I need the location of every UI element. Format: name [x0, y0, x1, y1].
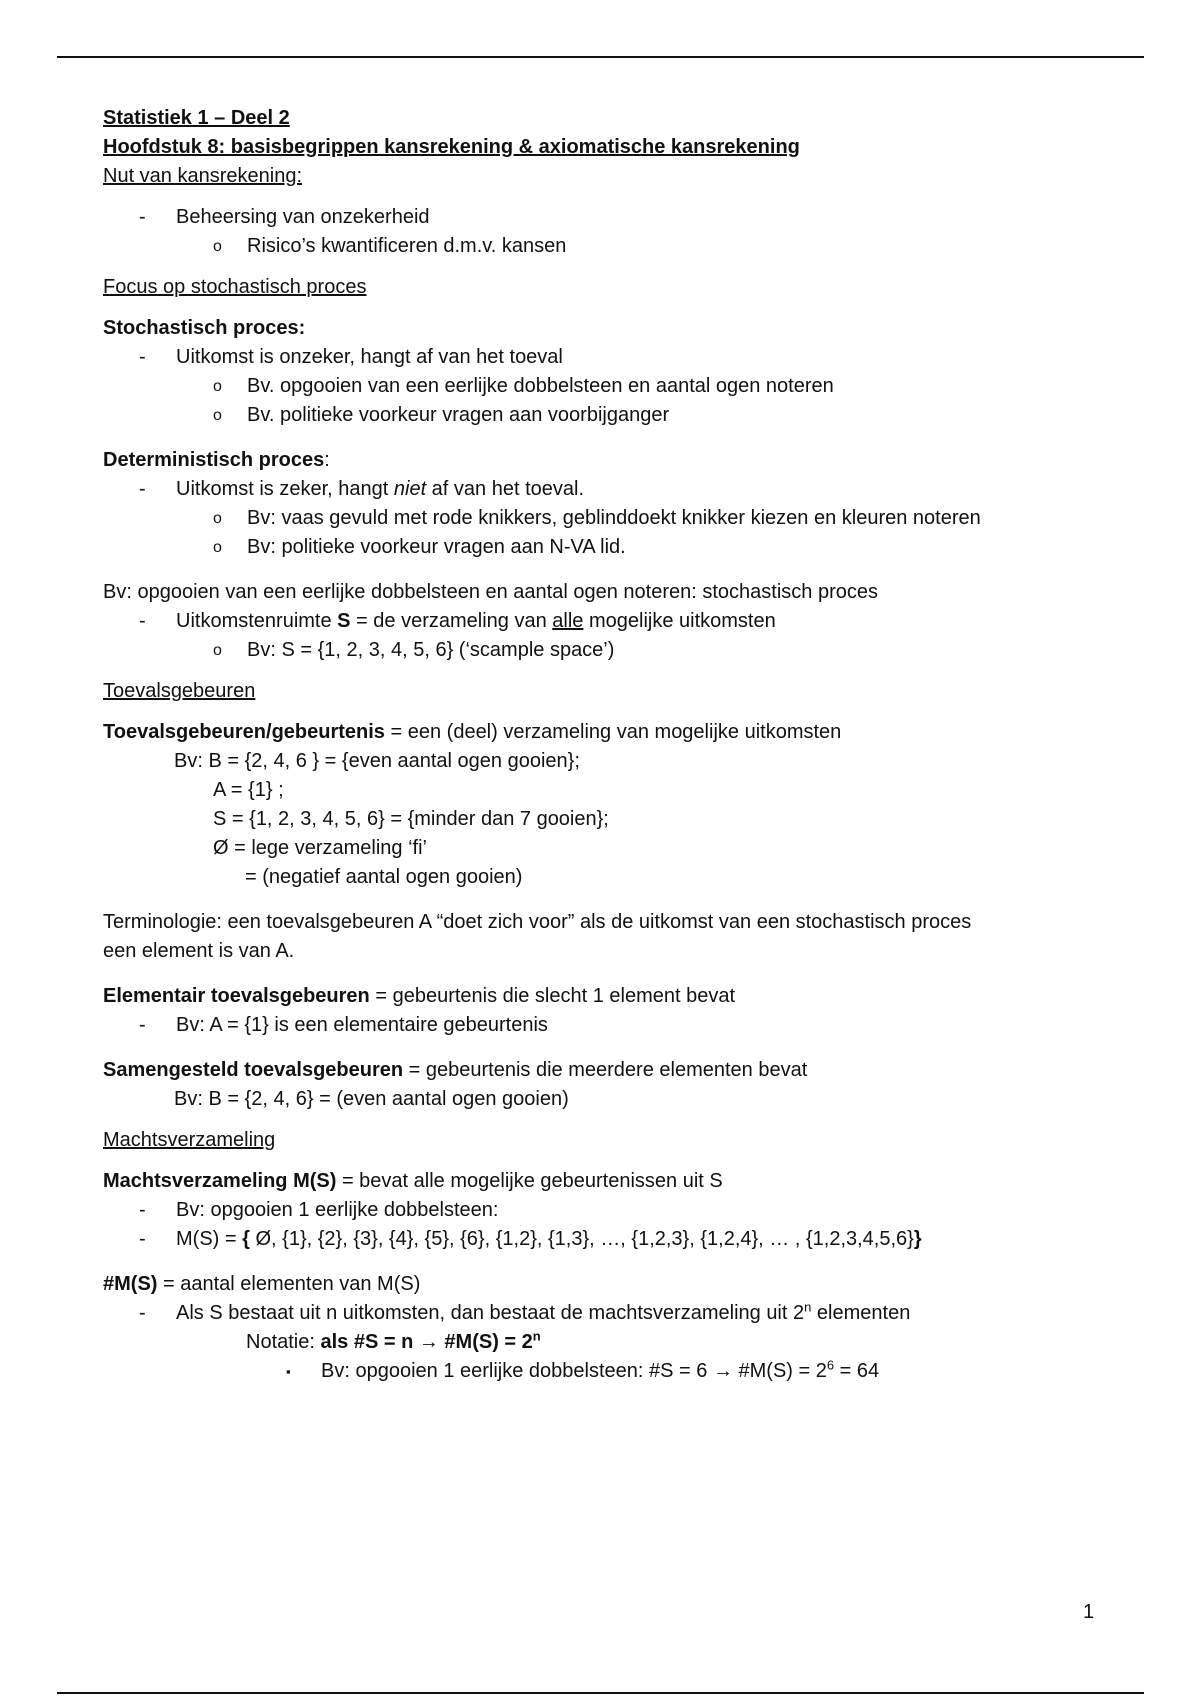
circle-bullet: o — [213, 407, 222, 424]
list-item-text: mogelijke uitkomsten — [583, 610, 776, 632]
dash-bullet: - — [139, 610, 146, 632]
brace-open: { — [242, 1228, 250, 1250]
list-item — [103, 1011, 1103, 1040]
list-item-text: Uitkomst is onzeker, hangt af van het toeval — [176, 346, 563, 368]
list-item-text: elementen — [811, 1302, 911, 1324]
list-item — [103, 232, 1103, 261]
notation-text: als #S = n — [320, 1331, 419, 1353]
list-item-text: Bv. opgooien van een eerlijke dobbelsteen en aantal ogen noteren — [247, 375, 834, 397]
list-item — [103, 1196, 1103, 1225]
superscript: 6 — [826, 1357, 835, 1373]
definition-text: = gebeurtenis die slecht 1 element bevat — [369, 985, 736, 1007]
definition-text: = een (deel) verzameling van mogelijke uitkomsten — [384, 721, 842, 743]
circle-bullet: o — [213, 642, 222, 659]
arrow-right-icon: → — [712, 1360, 733, 1382]
list-item-text: Als S bestaat uit n uitkomsten, dan bestaat de machtsverzameling uit 2 — [176, 1302, 805, 1324]
chapter-heading: Hoofdstuk 8: basisbegrippen kansrekening & axiomatische kansrekening — [103, 136, 800, 158]
list-item-text: Ø, {1}, {2}, {3}, {4}, {5}, {6}, {1,2}, {1,3}, …, {1,2,3}, {1,2,4}, … , {1,2,3,4,5,6} — [249, 1228, 914, 1250]
section-heading-toeval: Toevalsgebeuren — [103, 680, 256, 702]
example-line: = (negatief aantal ogen gooien) — [245, 866, 523, 888]
brace-close: } — [913, 1228, 922, 1250]
section-heading-focus: Focus op stochastisch proces — [103, 276, 367, 298]
underlined-text: alle — [552, 610, 584, 632]
square-bullet: ▪ — [286, 1364, 291, 1379]
example-line: S = {1, 2, 3, 4, 5, 6} = {minder dan 7 gooien}; — [213, 808, 609, 830]
dash-bullet: - — [139, 1199, 146, 1221]
definition-samengesteld — [103, 1056, 1103, 1085]
colon: : — [324, 449, 330, 471]
dash-bullet: - — [139, 1302, 146, 1324]
list-item — [103, 203, 1103, 232]
definition-toeval — [103, 718, 1103, 747]
list-item-text: Beheersing van onzekerheid — [176, 206, 430, 228]
term-elementair: Elementair toevalsgebeuren — [103, 985, 370, 1007]
list-item-text: M(S) = — [176, 1228, 243, 1250]
example-line: Ø = lege verzameling ‘fi’ — [213, 837, 427, 859]
list-item — [103, 1299, 1103, 1328]
list-item-text: Bv. politieke voorkeur vragen aan voorbijganger — [247, 404, 670, 426]
term-toeval: Toevalsgebeuren/gebeurtenis — [103, 721, 385, 743]
term-deterministisch: Deterministisch proces — [103, 449, 325, 471]
document-title: Statistiek 1 – Deel 2 — [103, 107, 290, 129]
list-item-text: = de verzameling van — [350, 610, 553, 632]
definition-text: = aantal elementen van M(S) — [157, 1273, 421, 1295]
example-line: Bv: B = {2, 4, 6} = (even aantal ogen gooien) — [174, 1088, 569, 1110]
dash-bullet: - — [139, 206, 146, 228]
dash-bullet: - — [139, 1228, 146, 1250]
emphasis-text: niet — [393, 478, 427, 500]
term-macht: Machtsverzameling M(S) — [103, 1170, 337, 1192]
definition-text: = gebeurtenis die meerdere elementen bevat — [403, 1059, 808, 1081]
circle-bullet: o — [213, 539, 222, 556]
list-item — [103, 1225, 1103, 1254]
definition-macht — [103, 1167, 1103, 1196]
circle-bullet: o — [213, 510, 222, 527]
list-item — [103, 1357, 1103, 1386]
definition-aantal — [103, 1270, 1103, 1299]
arrow-right-icon: → — [418, 1331, 439, 1353]
list-item — [103, 636, 1103, 665]
list-item-text: Bv: opgooien 1 eerlijke dobbelsteen: #S = 6 — [321, 1360, 713, 1382]
example-line: Bv: B = {2, 4, 6 } = {even aantal ogen gooien}; — [174, 750, 580, 772]
terminology-line: Terminologie: een toevalsgebeuren A “doet zich voor” als de uitkomst van een stochastisch proces — [103, 911, 972, 933]
list-item-text: af van het toeval. — [426, 478, 585, 500]
list-item-text: Bv: politieke voorkeur vragen aan N-VA lid. — [247, 536, 626, 558]
list-item-text: Uitkomst is zeker, hangt — [176, 478, 394, 500]
dash-bullet: - — [139, 1014, 146, 1036]
list-item-text: Bv: A = {1} is een elementaire gebeurtenis — [176, 1014, 548, 1036]
circle-bullet: o — [213, 238, 222, 255]
term-samengesteld: Samengesteld toevalsgebeuren — [103, 1059, 404, 1081]
document-body — [103, 104, 1103, 1386]
terminology-line: een element is van A. — [103, 940, 295, 962]
superscript: n — [532, 1328, 541, 1344]
page-number: 1 — [1083, 1601, 1095, 1623]
list-item-text: = 64 — [834, 1360, 880, 1382]
list-item-text: Uitkomstenruimte — [176, 610, 338, 632]
list-item — [103, 475, 1103, 504]
notation-text: #M(S) = 2 — [438, 1331, 533, 1353]
list-item — [103, 607, 1103, 636]
section-heading-nut: Nut van kansrekening: — [103, 165, 303, 187]
example-line: Bv: opgooien van een eerlijke dobbelsteen en aantal ogen noteren: stochastisch proces — [103, 581, 878, 603]
notation-label: Notatie: — [246, 1331, 321, 1353]
definition-text: = bevat alle mogelijke gebeurtenissen uit S — [336, 1170, 723, 1192]
definition-elementair — [103, 982, 1103, 1011]
circle-bullet: o — [213, 378, 222, 395]
notation-line — [103, 1328, 1103, 1357]
list-item — [103, 504, 1103, 533]
header-rule — [57, 56, 1144, 58]
term-stochastisch: Stochastisch proces: — [103, 317, 306, 339]
term-aantal: #M(S) — [103, 1273, 158, 1295]
example-line: A = {1} ; — [213, 779, 284, 801]
list-item-text: #M(S) = 2 — [732, 1360, 827, 1382]
list-item-text: Risico’s kwantificeren d.m.v. kansen — [247, 235, 567, 257]
footer-rule — [57, 1692, 1144, 1694]
section-heading-macht: Machtsverzameling — [103, 1129, 276, 1151]
dash-bullet: - — [139, 346, 146, 368]
symbol-s: S — [337, 610, 351, 632]
superscript: n — [804, 1299, 812, 1315]
dash-bullet: - — [139, 478, 146, 500]
list-item-text: Bv: vaas gevuld met rode knikkers, geblinddoekt knikker kiezen en kleuren noteren — [247, 507, 981, 529]
list-item-text: Bv: opgooien 1 eerlijke dobbelsteen: — [176, 1199, 499, 1221]
list-item — [103, 401, 1103, 430]
term-deterministisch-line — [103, 446, 1103, 475]
list-item — [103, 372, 1103, 401]
list-item — [103, 533, 1103, 562]
list-item — [103, 343, 1103, 372]
list-item-text: Bv: S = {1, 2, 3, 4, 5, 6} (‘scample space’) — [247, 639, 615, 661]
